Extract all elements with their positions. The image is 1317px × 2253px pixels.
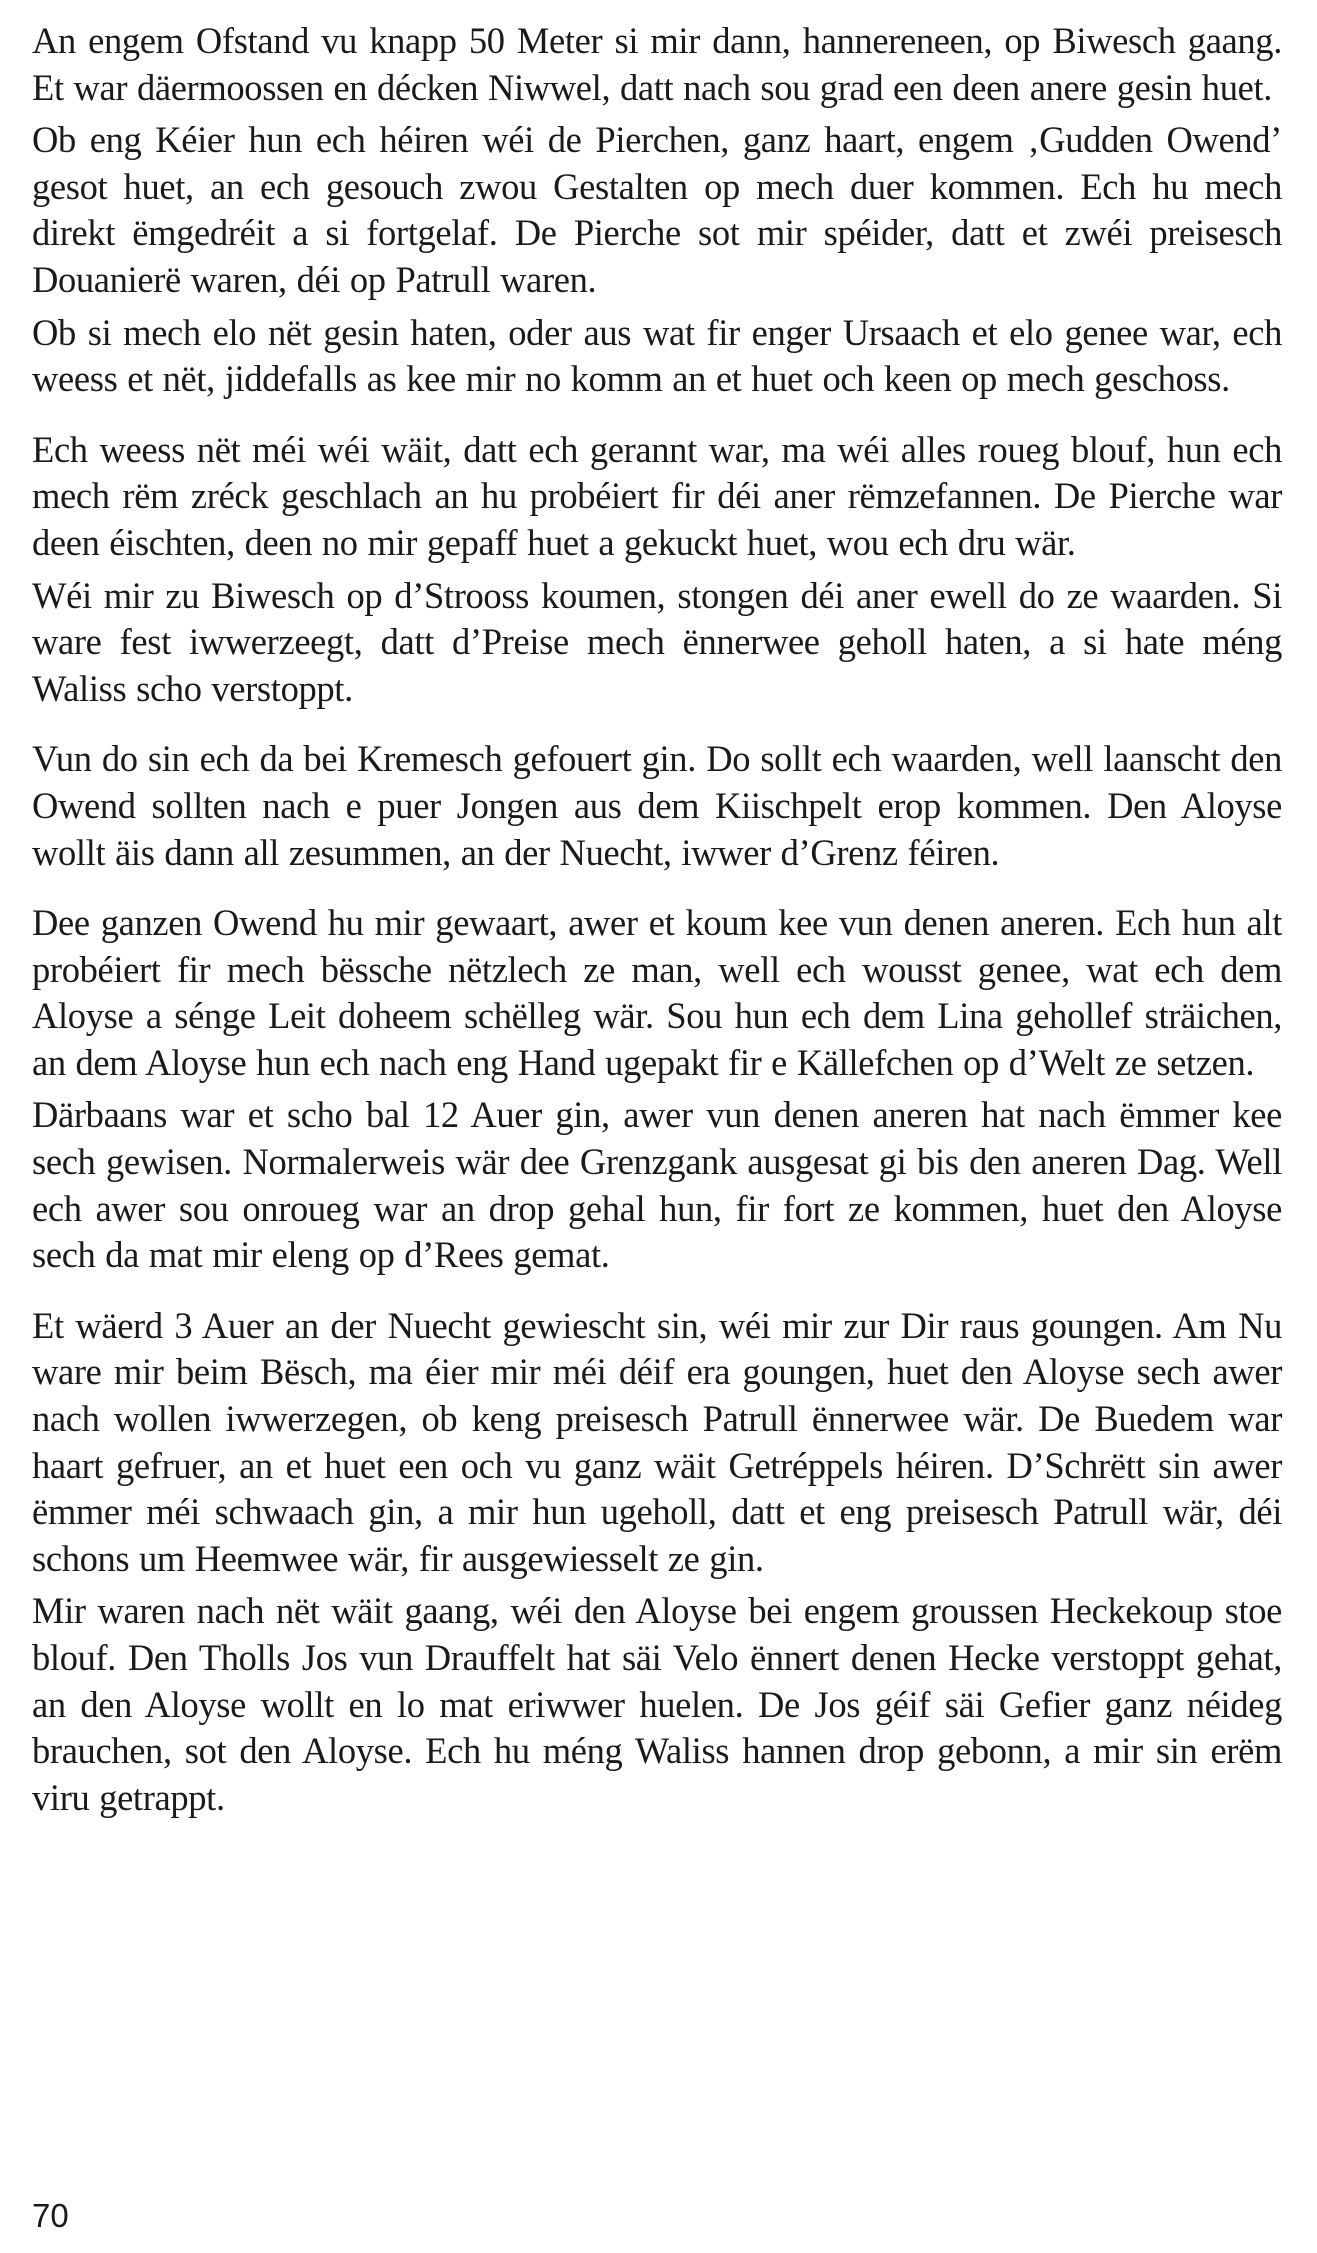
paragraph: Därbaans war et scho bal 12 Auer gin, awer vun denen aneren hat nach ëmmer kee sech gewisen. Normalerweis wär dee Grenzgank ausgesat gi bis den aneren Dag. Well ech awer sou onroueg war an drop gehal hun, fir fort ze kommen, huet den Aloyse sech da mat mir eleng op d’Rees gemat. xyxy=(32,1094,1282,1276)
body-text xyxy=(32,18,1282,1827)
paragraph: Ob si mech elo nët gesin haten, oder aus wat fir enger Ursaach et elo genee war, ech weess et nët, jiddefalls as kee mir no komm an et huet och keen op mech geschoss. xyxy=(32,311,1282,400)
paragraph: Ob eng Kéier hun ech héiren wéi de Pierchen, ganz haart, engem ‚Gudden Owend’ gesot huet, an ech gesouch zwou Gestalten op mech duer kommen. Ech hu mech direkt ëmgedréit a si fortgelaf. De Pierche sot mir spéider, datt et zwéi preisesch Douanierë waren, déi op Patrull waren. xyxy=(32,119,1282,300)
paragraph: Et wäerd 3 Auer an der Nuecht gewiescht sin, wéi mir zur Dir raus goungen. Am Nu ware mir beim Bësch, ma éier mir méi déif era goungen, huet den Aloyse sech awer nach wollen iwwerzegen, ob keng preisesch Patrull ënnerwee wär. De Buedem war haart gefruer, an et huet een och vu ganz wäit Getréppels héiren. D’Schrëtt sin awer ëmmer méi schwaach gin, a mir hun ugeholl, datt et eng preisesch Patrull wär, déi schons um Heemwee wär, fir ausgewiesselt ze gin. xyxy=(32,1304,1282,1579)
paragraph: An engem Ofstand vu knapp 50 Meter si mir dann, hannereneen, op Biwesch gaang. Et war däermoossen en décken Niwwel, datt nach sou grad een deen anere gesin huet. xyxy=(32,20,1282,108)
paragraph: Ech weess nët méi wéi wäit, datt ech gerannt war, ma wéi alles roueg blouf, hun ech mech rëm zréck geschlach an hu probéiert fir déi aner rëmzefannen. De Pierche war deen éischten, deen no mir gepaff huet a gekuckt huet, wou ech dru wär. xyxy=(32,428,1282,563)
paragraph: Vun do sin ech da bei Kremesch gefouert gin. Do sollt ech waarden, well laanscht den Owend sollten nach e puer Jongen aus dem Kiischpelt erop kommen. Den Aloyse wollt äis dann all zesummen, an der Nuecht, iwwer d’Grenz féiren. xyxy=(32,738,1282,873)
page-number: 70 xyxy=(32,2197,69,2234)
paragraph: Wéi mir zu Biwesch op d’Strooss koumen, stongen déi aner ewell do ze waarden. Si ware fest iwwerzeegt, datt d’Preise mech ënnerwee geholl haten, a si hate méng Waliss scho verstoppt. xyxy=(32,574,1282,709)
paragraph: Mir waren nach nët wäit gaang, wéi den Aloyse bei engem groussen Heckekoup stoe blouf. Den Tholls Jos vun Drauffelt hat säi Velo ënnert denen Hecke verstoppt gehat, an den Aloyse wollt en lo mat eriwwer huelen. De Jos géif säi Gefier ganz néideg brauchen, sot den Aloyse. Ech hu méng Waliss hannen drop gebonn, a mir sin erëm viru getrappt. xyxy=(32,1590,1282,1818)
paragraph: Dee ganzen Owend hu mir gewaart, awer et koum kee vun denen aneren. Ech hun alt probéiert fir mech bëssche nëtzlech ze man, well ech wousst genee, wat ech dem Aloyse a séngе Leit doheem schëlleg wär. Sou hun ech dem Lina gehollef sträichen, an dem Aloyse hun ech nach eng Hand ugepakt fir e Källefchen op d’Welt ze setzen. xyxy=(32,902,1282,1083)
